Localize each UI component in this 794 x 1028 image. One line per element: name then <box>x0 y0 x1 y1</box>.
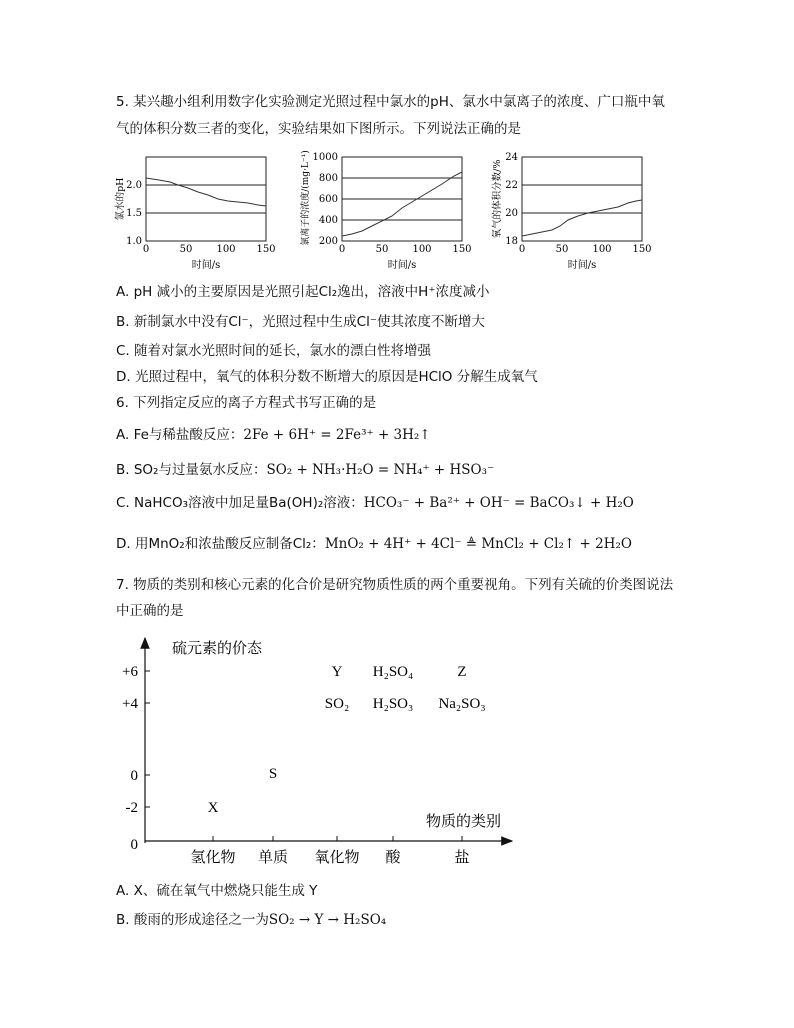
chloride-xlabel: 时间/s <box>387 260 417 271</box>
q7-option-b-equation: SO₂ → Y → H₂SO₄ <box>268 912 387 928</box>
q6-option-c-text: C. NaHCO₃溶液中加足量Ba(OH)₂溶液： <box>116 495 364 511</box>
species-label: S <box>268 766 278 782</box>
chloride-ytick: 1000 <box>312 152 338 163</box>
category-tick-label: 盐 <box>454 850 470 866</box>
category-axis-label: 物质的类别 <box>426 814 502 830</box>
species-label: H₂SO₄ <box>372 664 414 680</box>
species-label: Na₂SO₃ <box>438 696 486 712</box>
chloride-curve <box>342 172 462 236</box>
q6-stem: 6. 下列指定反应的离子方程式书写正确的是 <box>116 395 377 411</box>
species-label: SO₂ <box>324 696 350 712</box>
ph-ytick: 2.0 <box>126 180 142 191</box>
valence-tick-label: +4 <box>122 696 138 712</box>
q6-option-a-equation: 2Fe + 6H⁺ = 2Fe³⁺ + 3H₂↑ <box>243 427 431 443</box>
oxygen-chart-frame <box>522 157 642 241</box>
valence-tick-label: 0 <box>130 768 138 784</box>
q7-option-b[interactable] <box>116 911 386 929</box>
species-points <box>208 664 486 816</box>
species-label: H₂SO₃ <box>372 696 414 712</box>
q6-option-c[interactable] <box>116 494 634 512</box>
ph-xtick: 100 <box>216 244 236 255</box>
chloride-xtick: 50 <box>375 244 389 255</box>
oxygen-chart <box>490 146 660 272</box>
q7-option-b-text: B. 酸雨的形成途径之一为 <box>116 912 269 928</box>
q6-option-d-text: D. 用MnO₂和浓盐酸反应制备Cl₂： <box>116 536 325 552</box>
ph-ylabel: 氯水的pH <box>115 177 126 221</box>
chloride-xtick: 100 <box>412 244 432 255</box>
chloride-xtick: 0 <box>338 244 346 255</box>
ph-ytick: 1.0 <box>126 236 142 247</box>
valence-tick-label: -2 <box>125 800 138 816</box>
species-label: X <box>207 800 219 816</box>
q7-option-a[interactable]: A. X、硫在氧气中燃烧只能生成 Y <box>116 883 318 899</box>
category-tick-label: 酸 <box>385 850 401 866</box>
oxygen-xtick: 0 <box>518 244 526 255</box>
ph-xtick: 150 <box>256 244 276 255</box>
oxygen-xtick: 50 <box>555 244 569 255</box>
q5-option-d[interactable]: D. 光照过程中，氧气的体积分数不断增大的原因是HClO 分解生成氧气 <box>116 369 538 385</box>
oxygen-xlabel: 时间/s <box>567 260 597 271</box>
oxygen-curve <box>522 200 642 236</box>
ph-xtick: 0 <box>142 244 150 255</box>
oxygen-ytick: 24 <box>505 152 518 163</box>
oxygen-ylabel: 氧气的体积分数/% <box>492 159 503 239</box>
q6-option-c-equation: HCO₃⁻ + Ba²⁺ + OH⁻ = BaCO₃↓ + H₂O <box>363 495 634 511</box>
q6-option-d[interactable] <box>116 535 632 553</box>
oxygen-ytick: 20 <box>505 208 518 219</box>
q6-option-b-text: B. SO₂与过量氨水反应： <box>116 462 267 478</box>
valence-tick-label: +6 <box>122 664 138 680</box>
chloride-ylabel: 氯离子的浓度/(mg·L⁻¹) <box>301 150 311 246</box>
ph-chart-frame <box>146 157 266 241</box>
category-tick-label: 氢化物 <box>190 850 236 866</box>
q6-option-d-equation: MnO₂ + 4H⁺ + 4Cl⁻ ≜ MnCl₂ + Cl₂↑ + 2H₂O <box>324 536 632 552</box>
oxygen-xtick: 100 <box>592 244 612 255</box>
ph-xtick: 50 <box>179 244 193 255</box>
chloride-ytick: 200 <box>318 236 338 247</box>
ph-xlabel: 时间/s <box>191 260 221 271</box>
chloride-ytick: 400 <box>318 215 338 226</box>
ph-ytick: 1.5 <box>126 208 142 219</box>
category-tick-label: 单质 <box>257 850 289 866</box>
chloride-xtick: 150 <box>452 244 472 255</box>
species-label: Y <box>331 664 343 680</box>
valence-axis-label: 硫元素的价态 <box>172 641 263 657</box>
q5-option-b[interactable]: B. 新制氯水中没有Cl⁻，光照过程中生成Cl⁻使其浓度不断增大 <box>116 314 485 330</box>
q6-option-a-text: A. Fe与稀盐酸反应： <box>116 427 244 443</box>
oxygen-xtick: 150 <box>632 244 652 255</box>
ph-curve <box>146 178 266 206</box>
chloride-chart <box>298 146 476 272</box>
q6-option-a[interactable] <box>116 426 431 444</box>
q5-option-c[interactable]: C. 随着对氯水光照时间的延长，氯水的漂白性将增强 <box>116 343 432 359</box>
species-label: Z <box>457 664 467 680</box>
chloride-ytick: 600 <box>318 194 338 205</box>
oxygen-ytick: 22 <box>505 180 518 191</box>
q7-stem-line2: 中正确的是 <box>116 603 184 619</box>
category-tick-label: 氧化物 <box>314 850 360 866</box>
ph-chart <box>114 148 284 272</box>
q5-option-a[interactable]: A. pH 减小的主要原因是光照引起Cl₂逸出，溶液中H⁺浓度减小 <box>116 284 490 300</box>
q5-stem-line1: 5. 某兴趣小组利用数字化实验测定光照过程中氯水的pH、氯水中氯离子的浓度、广口瓶中氧 <box>116 94 665 110</box>
sulfur-valence-chart <box>120 630 540 870</box>
valence-ticks <box>122 664 150 853</box>
q6-option-b[interactable] <box>116 461 494 479</box>
q6-option-b-equation: SO₂ + NH₃·H₂O = NH₄⁺ + HSO₃⁻ <box>266 462 495 478</box>
q7-stem-line1: 7. 物质的类别和核心元素的化合价是研究物质性质的两个重要视角。下列有关硫的价类图说法 <box>116 577 674 593</box>
oxygen-ytick: 18 <box>505 236 518 247</box>
q5-stem-line2: 气的体积分数三者的变化，实验结果如下图所示。下列说法正确的是 <box>116 121 521 137</box>
chloride-ytick: 800 <box>318 173 338 184</box>
valence-tick-label: 0 <box>130 837 138 853</box>
